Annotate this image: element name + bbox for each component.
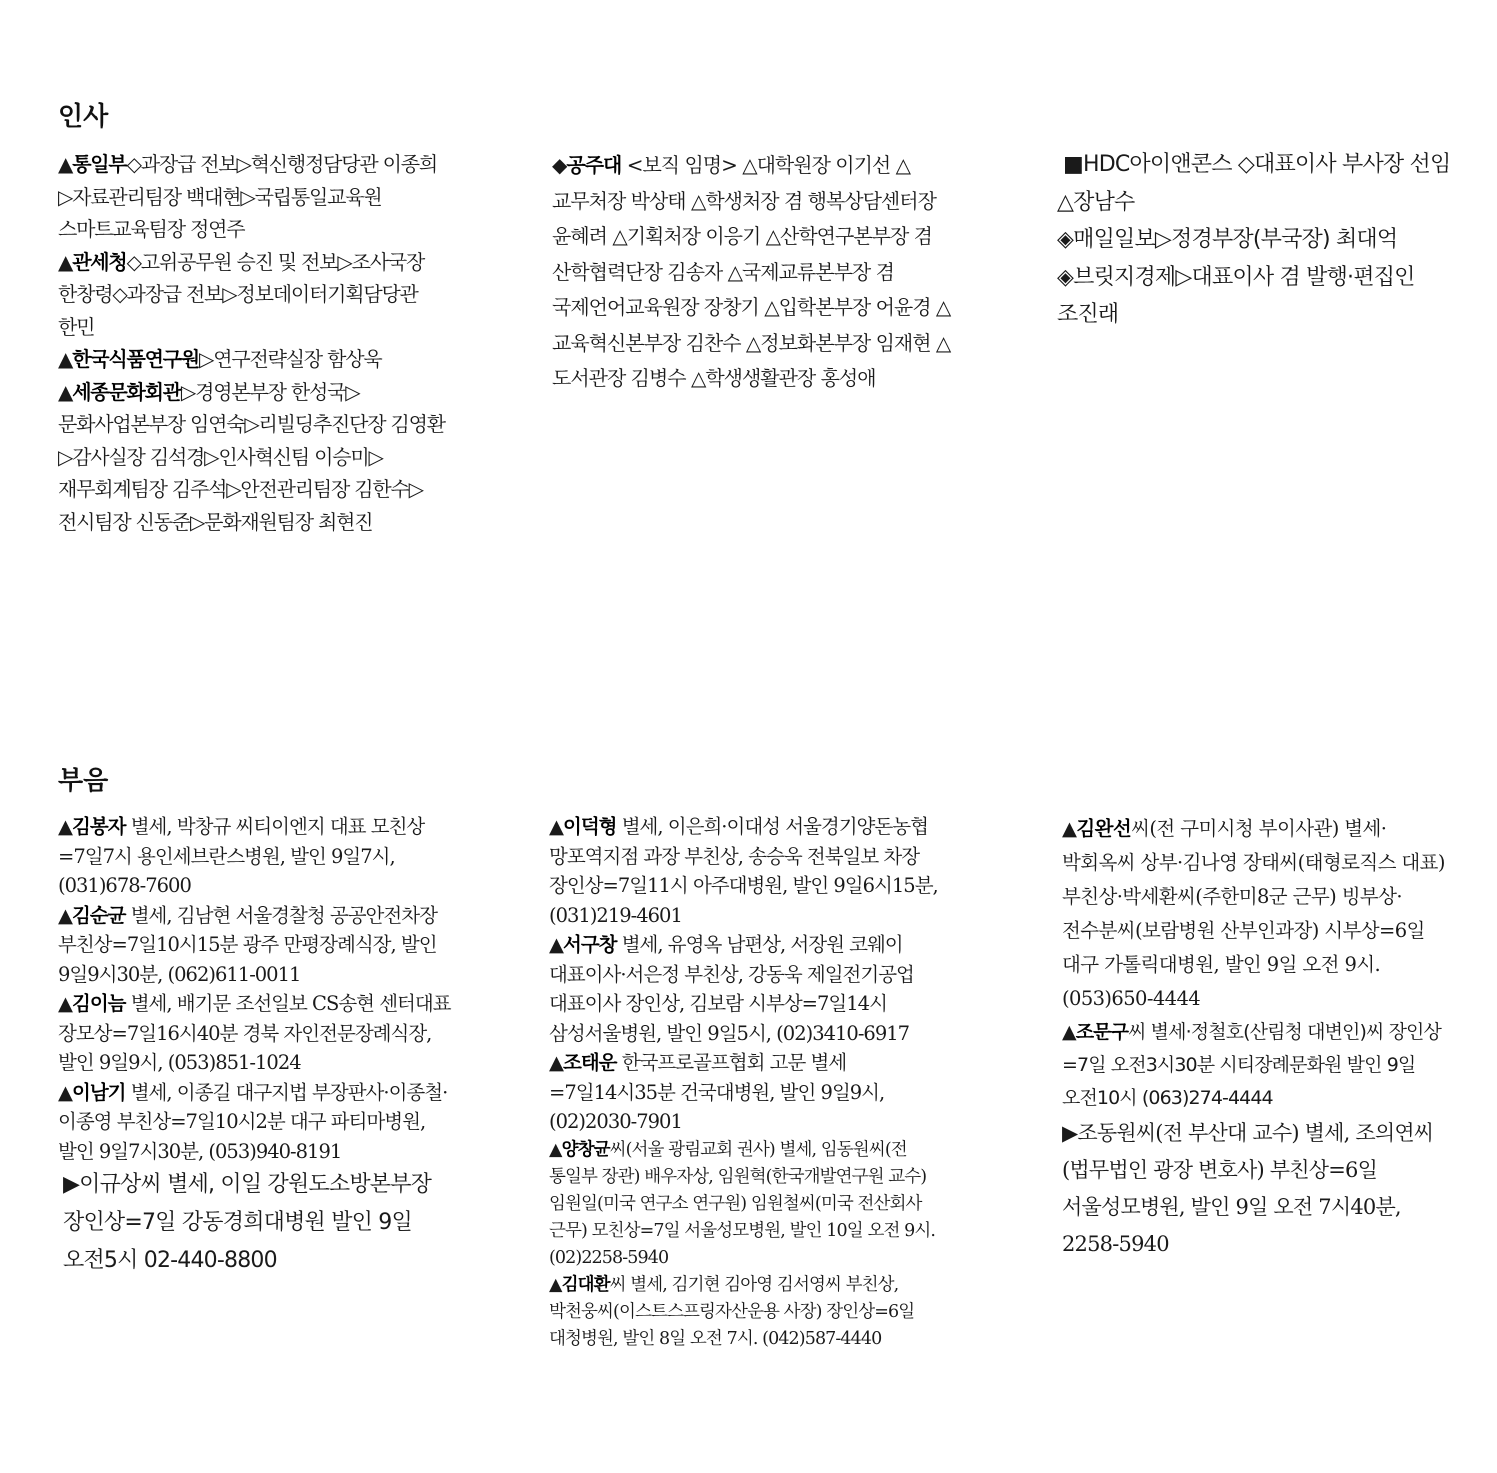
section-title-bueum: 부음 bbox=[58, 766, 109, 796]
insa-column-2 bbox=[552, 148, 952, 397]
bueum-entry-3: ▲김이늠 별세, 배기문 조선일보 CS송현 센터대표 장모상=7일16시40분 경북 자인전문장례식장, 발인 9일9시, (053)851-1024 bbox=[58, 992, 451, 1074]
bueum-column-2 bbox=[549, 812, 953, 1353]
insa-entry-2: ▲관세청◇고위공무원 승진 및 전보▷조사국장 한창령◇과장급 전보▷정보데이터기획담당관 한민 bbox=[58, 249, 425, 339]
bueum-column-3 bbox=[1062, 812, 1448, 1263]
bueum-entry-4: ▲이남기 별세, 이종길 대구지법 부장판사·이종철·이종영 부친상=7일10시2분 대구 파티마병원, 발인 9일7시30분, (053)940-8191 bbox=[58, 1080, 448, 1163]
bueum-entry-10: ▲김대환씨 별세, 김기현 김아영 김서영씨 부친상, 박천웅씨(이스트스프링자산운용 사장) 장인상=6일 대청병원, 발인 8일 오전 7시. (042)587-4440 bbox=[549, 1274, 915, 1349]
bueum-column-1 bbox=[58, 812, 452, 1280]
insa-entry-maeil: ◈매일일보▷정경부장(부국장) 최대억 bbox=[1057, 227, 1398, 252]
bueum-entry-6: ▲이덕형 별세, 이은희·이대성 서울경기양돈농협 망포역지점 과장 부친상, 송승욱 전북일보 차장 장인상=7일11시 아주대병원, 발인 9일6시15분, (031)219-4601 bbox=[549, 815, 938, 927]
insa-entry-3: ▲한국식품연구원▷연구전략실장 함상욱 bbox=[58, 347, 382, 371]
bueum-entry-2: ▲김순균 별세, 김남현 서울경찰청 공공안전차장 부친상=7일10시15분 광주 만평장례식장, 발인 9일9시30분, (062)611-0011 bbox=[58, 903, 437, 986]
bueum-entry-1: ▲김봉자 별세, 박창규 씨티이엔지 대표 모친상=7일7시 용인세브란스병원, 발인 9일7시, (031)678-7600 bbox=[58, 815, 425, 897]
insa-entry-hdc: ■HDC아이앤콘스 ◇대표이사 부사장 선임△장남수 bbox=[1057, 152, 1451, 215]
bueum-entry-8: ▲조태운 한국프로골프협회 고문 별세=7일14시35분 건국대병원, 발인 9일9시, (02)2030-7901 bbox=[549, 1051, 885, 1133]
bueum-entry-5: ▶이규상씨 별세, 이일 강원도소방본부장 장인상=7일 강동경희대병원 발인 9일 오전5시 02-440-8800 bbox=[63, 1172, 432, 1273]
bueum-entry-9: ▲양창균씨(서울 광림교회 권사) 별세, 임동원씨(전 통일부 장관) 배우자상, 임원혁(한국개발연구원 교수) 임원일(미국 연구소 연구원) 임원철씨(미국 전산회사 근무) 모친상=7일 서울성모병원, 발인 10일 오전 9시. (02)2258-5940 bbox=[549, 1139, 936, 1268]
bueum-entry-13: ▶조동원씨(전 부산대 교수) 별세, 조의연씨(법무법인 광장 변호사) 부친상=6일 서울성모병원, 발인 9일 오전 7시40분, 2258-5940 bbox=[1062, 1121, 1434, 1256]
bueum-entry-11: ▲김완선씨(전 구미시청 부이사관) 별세·박회옥씨 상부·김나영 장태씨(태형로직스 대표) 부친상·박세환씨(주한미8군 근무) 빙부상·전수분씨(보람병원 산부인과장) 시부상=6일 대구 가톨릭대병원, 발인 9일 오전 9시. (053)650-4444 bbox=[1062, 817, 1445, 1010]
insa-column-1 bbox=[58, 148, 450, 538]
bueum-entry-7: ▲서구창 별세, 유영옥 남편상, 서장원 코웨이 대표이사·서은정 부친상, 강동욱 제일전기공업 대표이사 장인상, 김보람 시부상=7일14시 삼성서울병원, 발인 9일5시, (02)3410-6917 bbox=[549, 933, 914, 1045]
insa-entry-bridge: ◈브릿지경제▷대표이사 겸 발행·편집인 조진래 bbox=[1057, 264, 1415, 327]
bueum-entry-12: ▲조문구씨 별세·정철호(산림청 대변인)씨 장인상=7일 오전3시30분 시티장례문화원 발인 9일 오전10시 (063)274-4444 bbox=[1062, 1021, 1441, 1109]
insa-entry-4: ▲세종문화회관▷경영본부장 한성국▷문화사업본부장 임연숙▷리빌딩추진단장 김영환▷감사실장 김석경▷인사혁신팀 이승미▷재무회계팀장 김주석▷안전관리팀장 김한수▷전시팀장 신동준▷문화재원팀장 최현진 bbox=[58, 379, 445, 534]
insa-column-3 bbox=[1057, 146, 1455, 334]
insa-entry-gongju: ◆공주대 <보직 임명> △대학원장 이기선 △교무처장 박상태 △학생처장 겸 행복상담센터장 윤혜려 △기획처장 이응기 △산학연구본부장 겸 산학협력단장 김송자 △국제교류본부장 겸 국제언어교육원장 장창기 △입학본부장 어윤경 △교육혁신본부장 김찬수 △정보화본부장 임재현 △도서관장 김병수 △학생생활관장 홍성애 bbox=[552, 153, 951, 390]
insa-entry-1: ▲통일부◇과장급 전보▷혁신행정담당관 이종희▷자료관리팀장 백대현▷국립통일교육원 스마트교육팀장 정연주 bbox=[58, 152, 438, 241]
section-title-insa: 인사 bbox=[58, 102, 109, 132]
